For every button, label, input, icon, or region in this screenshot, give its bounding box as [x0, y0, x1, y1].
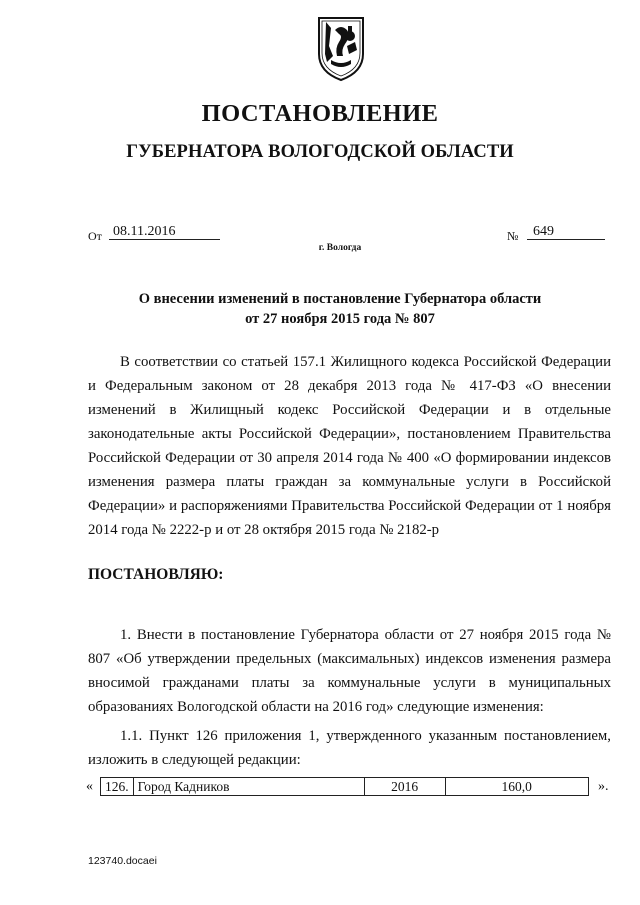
row-year-cell: 2016 — [364, 778, 445, 796]
subject-line-2: от 27 ноября 2015 года № 807 — [245, 311, 435, 327]
row-number-cell: 126. — [101, 778, 134, 796]
document-city: г. Вологда — [318, 243, 362, 253]
file-reference: 123740.docaei — [88, 855, 157, 867]
resolve-heading: ПОСТАНОВЛЯЮ: — [88, 566, 224, 583]
number-label: № — [507, 229, 519, 243]
amendment-quote-open: « — [86, 779, 93, 794]
document-number: 649 — [527, 224, 605, 240]
amendment-table — [100, 777, 589, 796]
document-date: 08.11.2016 — [109, 224, 220, 240]
document-subject — [0, 289, 640, 329]
table-row — [101, 778, 589, 796]
subject-line-1: О внесении изменений в постановление Губернатора области — [138, 291, 542, 307]
preamble-paragraph: В соответствии со статьей 157.1 Жилищного кодекса Российской Федерации и Федеральным законом от 28 декабря 2013 года № 417-ФЗ «О внесении изменений в Жилищный кодекс Российской Федерации и в отдельные законодательные акты Российской Федерации», постановлением Правительства Российской Федерации от 30 апреля 2014 года № 400 «О формировании индексов изменения размера платы граждан за коммунальные услуги в Российской Федерации» и распоряжениями Правительства Российской Федерации от 1 ноября 2014 года № 2222-р и от 28 октября 2015 года № 2182-р — [88, 354, 611, 538]
item-1-paragraph: 1. Внести в постановление Губернатора области от 27 ноября 2015 года № 807 «Об утверждении предельных (максимальных) индексов изменения размера вносимой гражданами платы за коммунальные услуги в муниципальных образованиях Вологодской области на 2016 год» следующие изменения: — [88, 627, 611, 715]
amendment-quote-close: ». — [598, 779, 609, 794]
row-index-cell: 160,0 — [445, 778, 588, 796]
date-label: От — [88, 229, 102, 243]
document-title: ПОСТАНОВЛЕНИЕ — [201, 100, 439, 127]
coat-of-arms-emblem — [317, 16, 365, 82]
row-municipality-cell: Город Кадников — [133, 778, 364, 796]
item-1-1-paragraph: 1.1. Пункт 126 приложения 1, утвержденного указанным постановлением, изложить в следующей редакции: — [88, 728, 611, 768]
document-issuer: ГУБЕРНАТОРА ВОЛОГОДСКОЙ ОБЛАСТИ — [126, 142, 514, 162]
